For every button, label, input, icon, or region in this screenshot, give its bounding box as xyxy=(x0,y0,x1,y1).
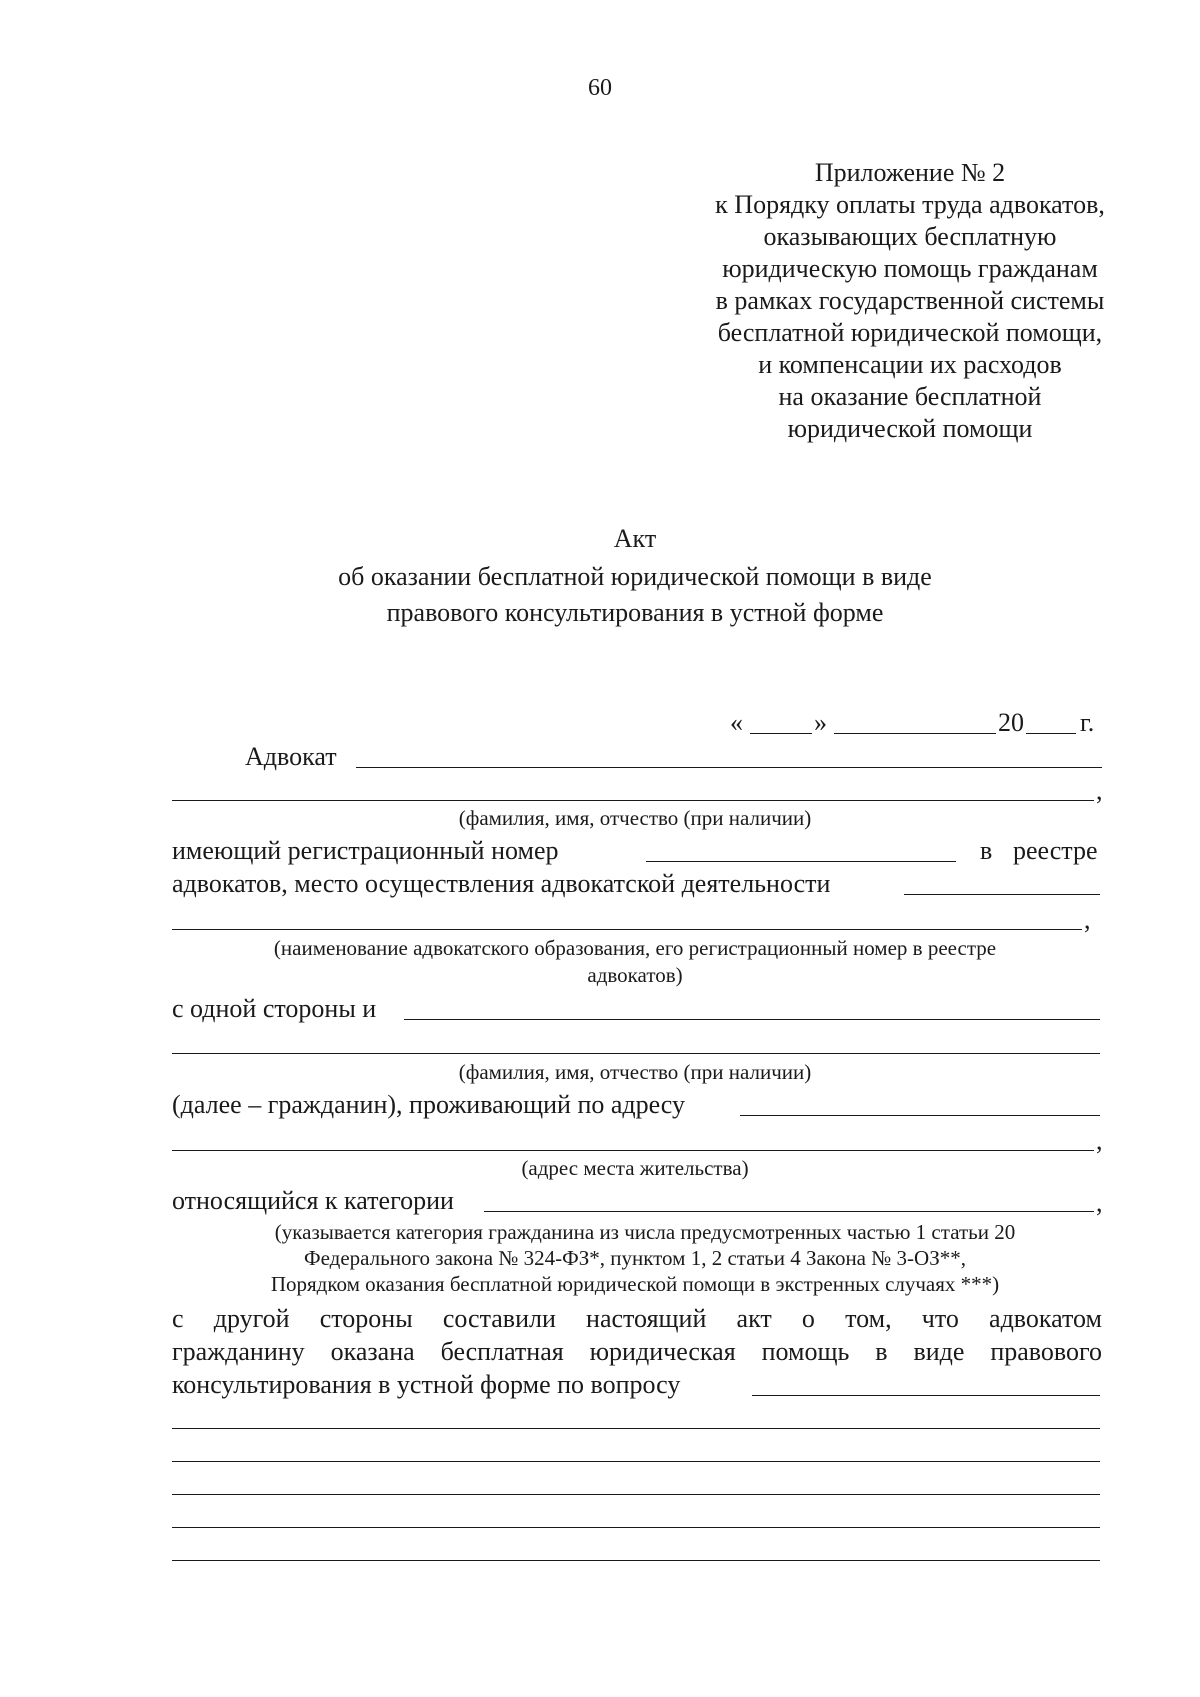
appendix-line: на оказание бесплатной xyxy=(778,382,1042,411)
date-open-quote: « xyxy=(730,708,743,737)
reg-number-field[interactable] xyxy=(646,861,956,862)
appendix-line: в рамках государственной системы xyxy=(715,286,1105,315)
address-field[interactable] xyxy=(740,1115,1100,1116)
comma: , xyxy=(1084,905,1091,934)
appendix-line: юридической помощи xyxy=(787,414,1033,443)
body-line: гражданину оказана бесплатная юридическая помощь в виде правового xyxy=(172,1337,1102,1366)
question-field[interactable] xyxy=(752,1395,1100,1396)
question-field-line[interactable] xyxy=(172,1560,1100,1561)
hint-citizen-fio: (фамилия, имя, отчество (при наличии) xyxy=(458,1060,812,1084)
category-label: относящийся к категории xyxy=(172,1186,454,1215)
question-label: консультирования в устной форме по вопросу xyxy=(172,1370,681,1399)
category-field[interactable] xyxy=(484,1211,1094,1212)
address-label: (далее – гражданин), проживающий по адресу xyxy=(172,1090,686,1119)
date-year-suffix: г. xyxy=(1080,708,1095,737)
document-subtitle: об оказании бесплатной юридической помощи в виде xyxy=(338,562,932,591)
hint-address: (адрес места жительства) xyxy=(521,1156,749,1180)
hint-advocate-fio: (фамилия, имя, отчество (при наличии) xyxy=(458,806,812,830)
date-year-field[interactable] xyxy=(1026,733,1076,734)
body-line: с другой стороны составили настоящий акт о том, что адвокатом xyxy=(172,1304,1102,1333)
advocate-name-field[interactable] xyxy=(356,767,1102,768)
comma: , xyxy=(1096,776,1103,805)
appendix-line: бесплатной юридической помощи, xyxy=(717,318,1103,347)
date-year-prefix: 20 xyxy=(998,708,1024,737)
hint-category: Порядком оказания бесплатной юридической помощи в экстренных случаях ***) xyxy=(270,1272,1000,1296)
appendix-line: к Порядку оплаты труда адвокатов, xyxy=(715,190,1105,219)
question-field-line[interactable] xyxy=(172,1527,1100,1528)
appendix-line: и компенсации их расходов xyxy=(758,350,1062,379)
hint-organization: адвокатов) xyxy=(587,963,683,987)
address-field-continued[interactable] xyxy=(172,1150,1094,1151)
date-month-field[interactable] xyxy=(834,733,996,734)
hint-category: (указывается категория гражданина из числа предусмотренных частью 1 статьи 20 xyxy=(274,1220,1016,1244)
document-title: Акт xyxy=(613,524,657,553)
one-side-label: с одной стороны и xyxy=(172,994,377,1023)
activity-place-field[interactable] xyxy=(904,894,1100,895)
hint-category: Федерального закона № 324-ФЗ*, пунктом 1, 2 статьи 4 Закона № 3-ОЗ**, xyxy=(304,1246,966,1270)
hint-organization: (наименование адвокатского образования, его регистрационный номер в реестре xyxy=(273,936,997,960)
date-day-field[interactable] xyxy=(750,733,812,734)
question-field-line[interactable] xyxy=(172,1428,1100,1429)
document-subtitle: правового консультирования в устной форме xyxy=(386,598,884,627)
question-field-line[interactable] xyxy=(172,1494,1100,1495)
advocate-label: Адвокат xyxy=(245,742,337,771)
activity-place-label: адвокатов, место осуществления адвокатской деятельности xyxy=(172,869,831,898)
reg-in-word: в xyxy=(980,836,993,865)
question-field-line[interactable] xyxy=(172,1461,1100,1462)
page-number: 60 xyxy=(588,75,612,101)
advocate-name-field-continued[interactable] xyxy=(172,800,1094,801)
citizen-name-field-continued[interactable] xyxy=(172,1053,1100,1054)
body-paragraph xyxy=(172,1306,1102,1372)
reg-number-label: имеющий регистрационный номер xyxy=(172,836,559,865)
comma: , xyxy=(1096,1126,1103,1155)
comma: , xyxy=(1096,1188,1103,1217)
appendix-line: оказывающих бесплатную xyxy=(763,222,1057,251)
date-close-quote: » xyxy=(814,708,827,737)
activity-place-field-continued[interactable] xyxy=(172,929,1082,930)
reg-registry-word: реестре xyxy=(1013,836,1098,865)
appendix-line: Приложение № 2 xyxy=(814,158,1006,187)
appendix-line: юридическую помощь гражданам xyxy=(722,254,1098,283)
citizen-name-field[interactable] xyxy=(404,1019,1100,1020)
